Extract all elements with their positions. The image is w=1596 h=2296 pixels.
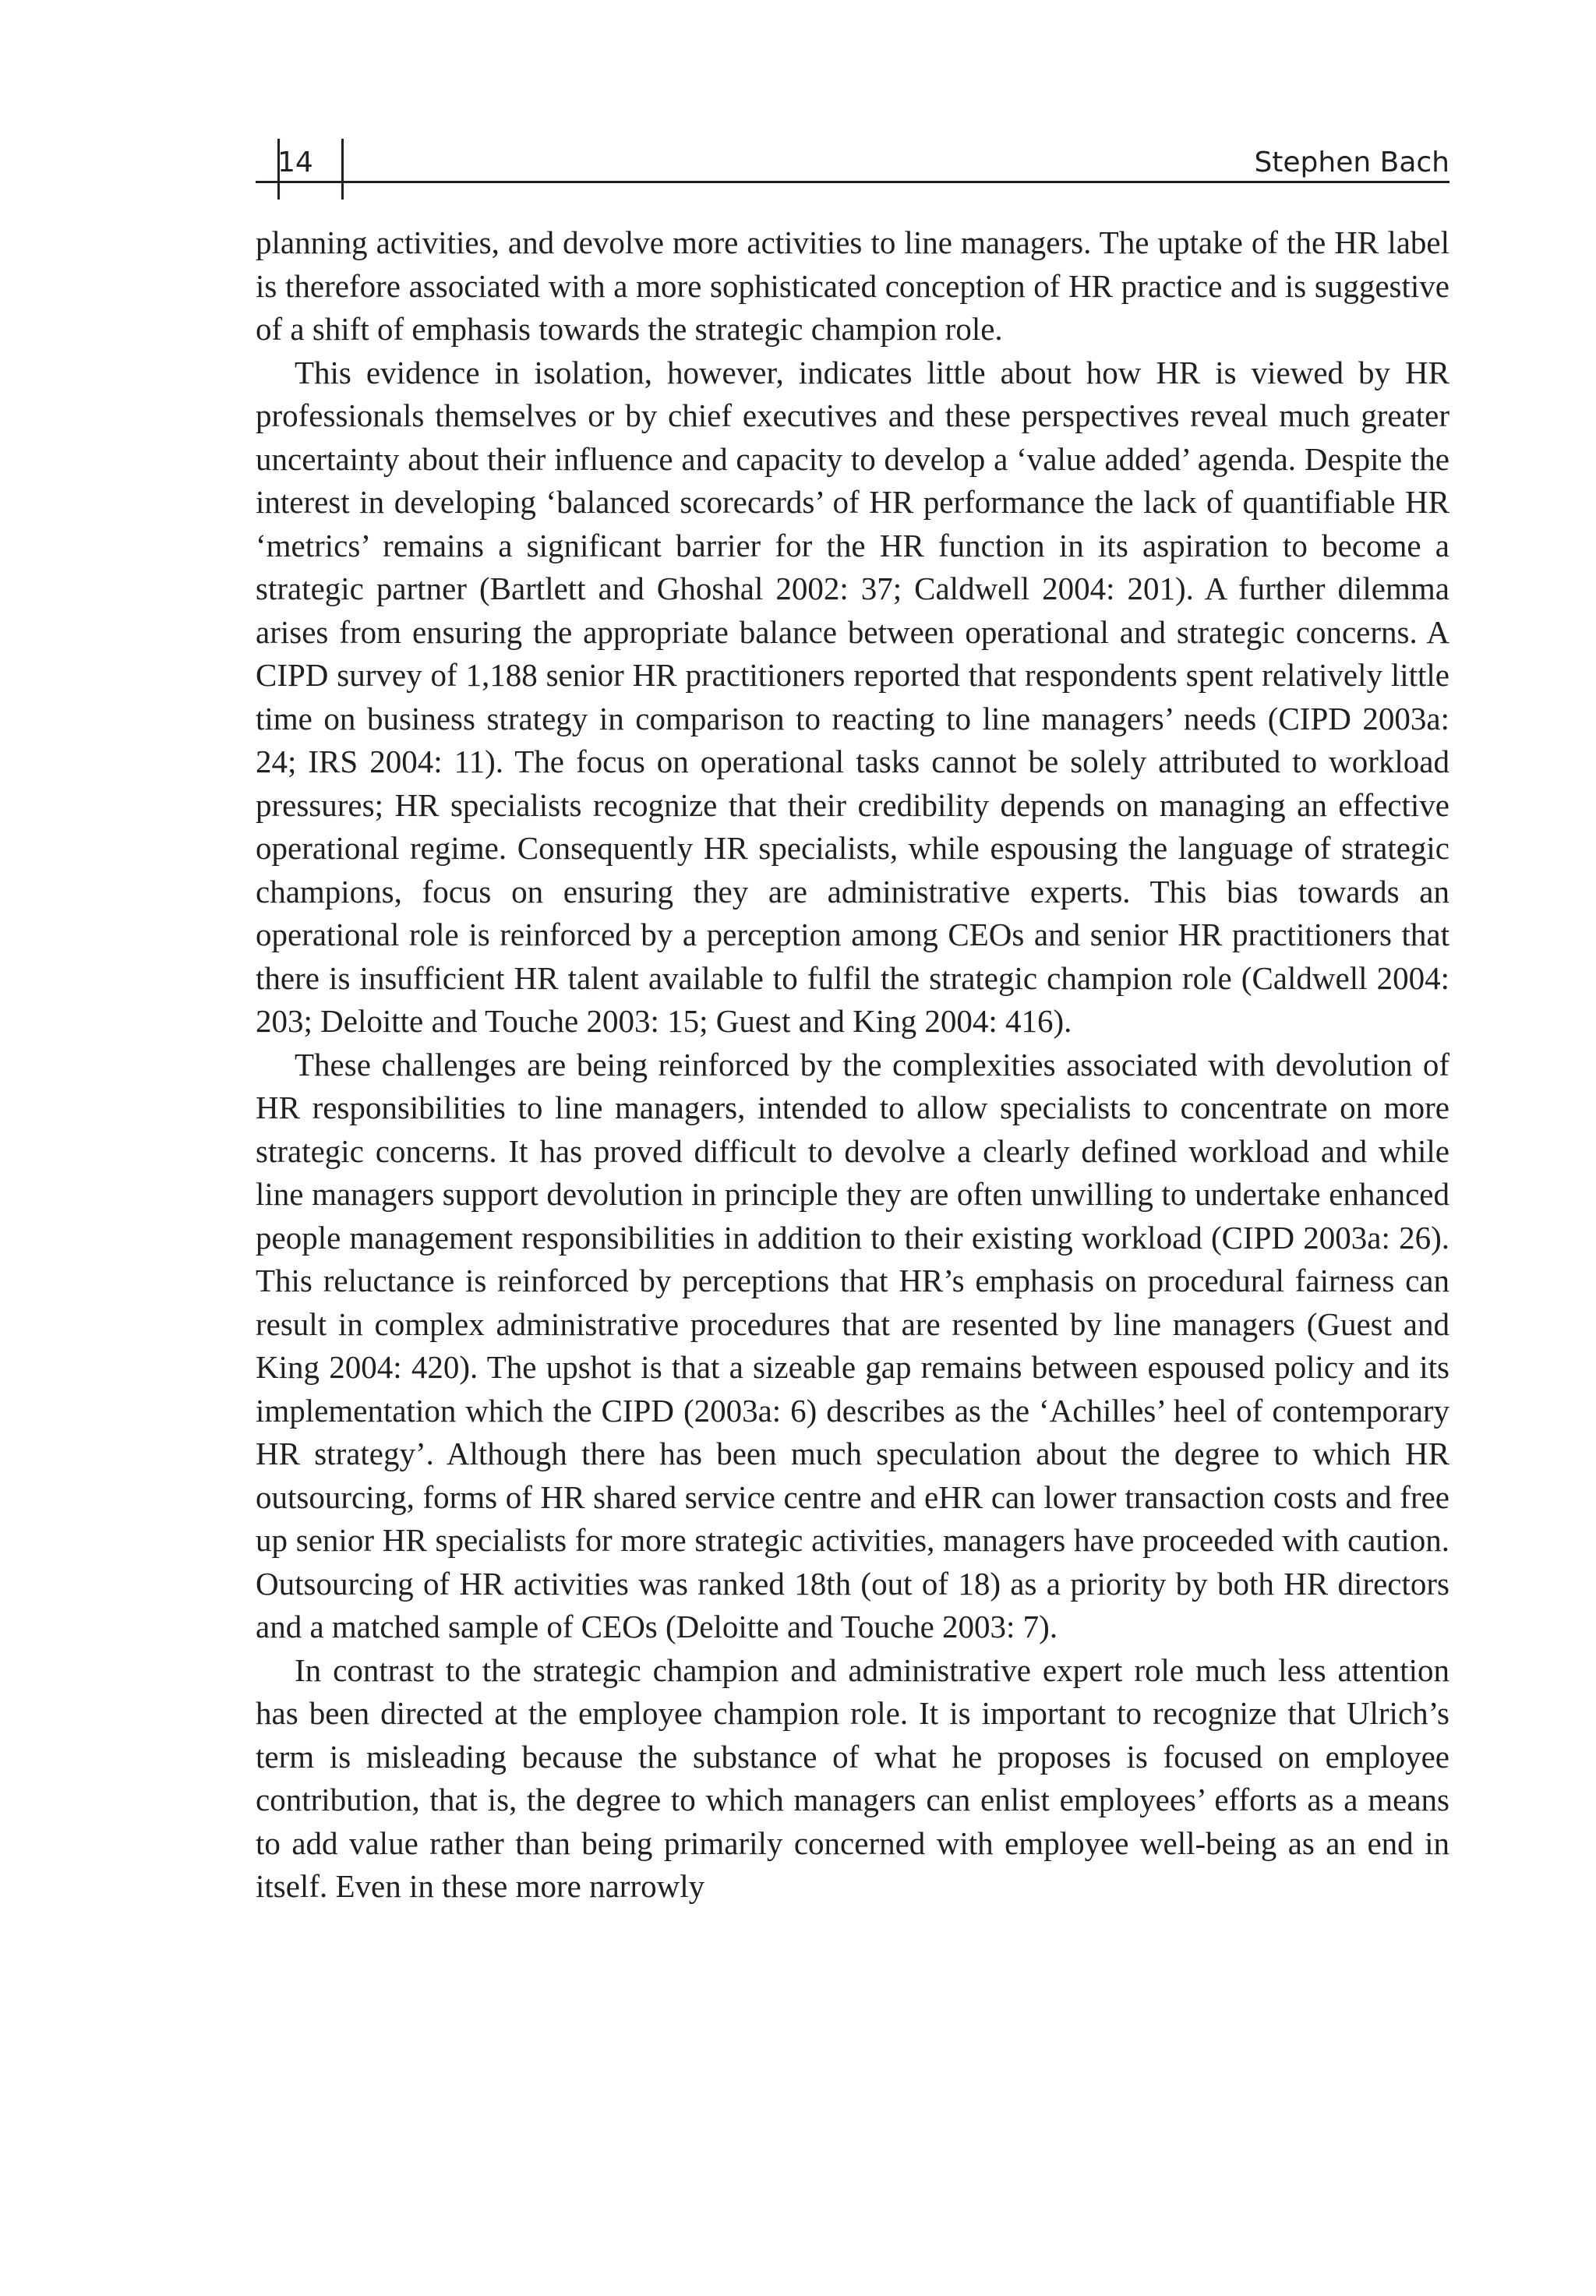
header-rule [256, 181, 1449, 183]
page-number: 14 [277, 147, 313, 178]
running-head-author: Stephen Bach [1254, 147, 1449, 178]
paragraph-continued: planning activities, and devolve more activities to line managers. The uptake of the HR label is therefore associated with a more sophisticated conception of HR practice and is suggestive of a shift of emphasis towards the strategic champion role. [256, 224, 1449, 347]
running-header [256, 139, 1449, 200]
body-text [256, 221, 1449, 1909]
header-rule-right-tick [341, 139, 344, 200]
paragraph: In contrast to the strategic champion and administrative expert role much less attention has been directed at the employee champion role. It is important to recognize that Ulrich’s term is misleading because the substance of what he proposes is focused on employee contribution, that is, the degree to which managers can enlist employees’ efforts as a means to add value rather than being primarily concerned with employee well-being as an end in itself. Even in these more narrowly [256, 1651, 1449, 1904]
paragraph: This evidence in isolation, however, indicates little about how HR is viewed by HR professionals themselves or by chief executives and these perspectives reveal much greater uncertainty about their influence and capacity to develop a ‘value added’ agenda. Despite the interest in developing ‘balanced scorecards’ of HR performance the lack of quantifiable HR ‘metrics’ remains a significant barrier for the HR function in its aspiration to become a strategic partner (Bartlett and Ghoshal 2002: 37; Caldwell 2004: 201). A further dilemma arises from ensuring the appropriate balance between operational and strategic concerns. A CIPD survey of 1,188 senior HR practitioners reported that respondents spent relatively little time on business strategy in comparison to reacting to line managers’ needs (CIPD 2003a: 24; IRS 2004: 11). The focus on operational tasks cannot be solely attributed to workload pressures; HR specialists recognize that their credibility depends on managing an effective operational regime. Consequently HR specialists, while espousing the language of strategic champions, focus on ensuring they are administrative experts. This bias towards an operational role is reinforced by a perception among CEOs and senior HR practitioners that there is insufficient HR talent available to fulfil the strategic champion role (Caldwell 2004: 203; Deloitte and Touche 2003: 15; Guest and King 2004: 416). [256, 354, 1449, 1039]
paragraph: These challenges are being reinforced by the complexities associated with devolution of HR responsibilities to line managers, intended to allow specialists to concentrate on more strategic concerns. It has proved difficult to devolve a clearly defined workload and while line managers support devolution in principle they are often unwilling to undertake enhanced people management responsibilities in addition to their existing workload (CIPD 2003a: 26). This reluctance is reinforced by perceptions that HR’s emphasis on procedural fairness can result in complex administrative procedures that are resented by line managers (Guest and King 2004: 420). The upshot is that a sizeable gap remains between espoused policy and its implementation which the CIPD (2003a: 6) describes as the ‘Achilles’ heel of contemporary HR strategy’. Although there has been much speculation about the degree to which HR outsourcing, forms of HR shared service centre and eHR can lower transaction costs and free up senior HR specialists for more strategic activities, managers have proceeded with caution. Outsourcing of HR activities was ranked 18th (out of 18) as a priority by both HR directors and a matched sample of CEOs (Deloitte and Touche 2003: 7). [256, 1046, 1449, 1644]
